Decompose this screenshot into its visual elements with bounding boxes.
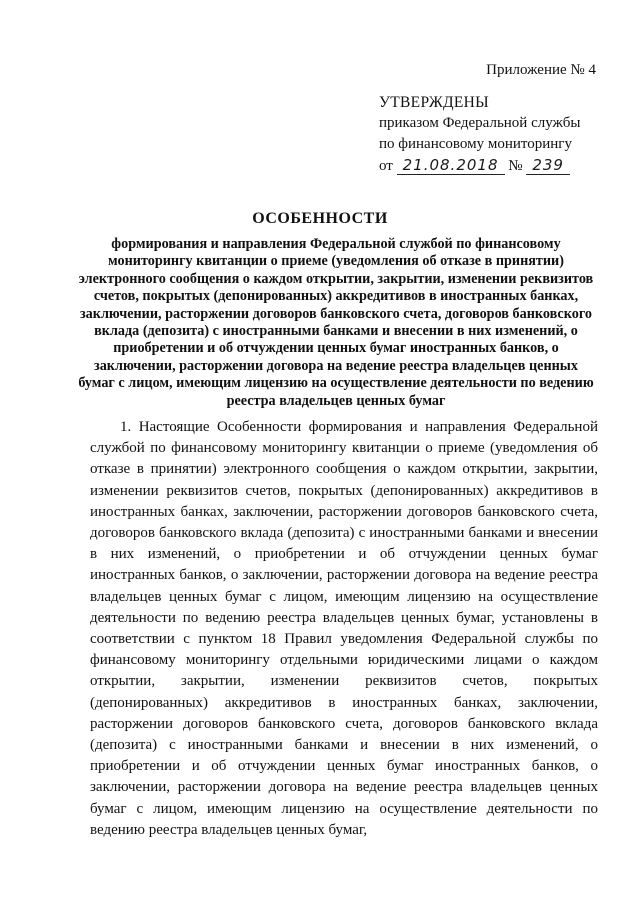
approved-title: УТВЕРЖДЕНЫ bbox=[379, 94, 489, 111]
order-number: 239 bbox=[526, 156, 570, 175]
order-number-prefix: № bbox=[508, 158, 523, 174]
approval-block bbox=[379, 92, 580, 177]
paragraph-1: 1. Настоящие Особенности формирования и направления Федеральной службой по финансовому мониторингу квитанции о приеме (уведомления об отказе в принятии) электронного сообщения о каждом открытии, закрытии, изменении реквизитов счетов, покрытых (депонированных) аккредитивов в иностранных банках, заключении, расторжении договоров банковского счета, договоров банковского вклада (депозита) с иностранными банками и внесении в них изменений, о приобретении и об отчуждении ценных бумаг иностранных банков, о заключении, расторжении договора на ведение реестра владельцев ценных бумаг с лицом, имеющим лицензию на осуществление деятельности по ведению реестра владельцев ценных бумаг, установлены в соответствии с пунктом 18 Правил уведомления Федеральной службы по финансовому мониторингу отдельными юридическими лицами о каждом открытии, закрытии, изменении реквизитов счетов, покрытых (депонированных) аккредитивов в иностранных банках, заключении, расторжении договоров банковского счета, договоров банковского вклада (депозита) с иностранными банками и внесении в них изменений, о приобретении и об отчуждении ценных бумаг иностранных банков, о заключении, расторжении договора на ведение реестра владельцев ценных бумаг с лицом, имеющим лицензию на осуществление деятельности по ведению реестра владельцев ценных бумаг, bbox=[90, 419, 598, 838]
body-text bbox=[90, 417, 598, 841]
appendix-label: Приложение № 4 bbox=[486, 62, 596, 78]
order-line bbox=[379, 155, 580, 177]
approved-line-1: приказом Федеральной службы bbox=[379, 115, 581, 131]
order-date: 21.08.2018 bbox=[397, 156, 505, 175]
approved-line-2: по финансовому мониторингу bbox=[379, 136, 572, 152]
document-subtitle: формирования и направления Федеральной службой по финансовому мониторингу квитанции о приеме (уведомления об отказе в принятии) электронного сообщения о каждом открытии, закрытии, изменении реквизитов счетов, покрытых (депонированных) аккредитивов в иностранных банках, заключении, расторжении договоров банковского счета, договоров банковского вклада (депозита) с иностранными банками и внесении в них изменений, о приобретении и об отчуждении ценных бумаг иностранных банков, о заключении, расторжении договора на ведение реестра владельцев ценных бумаг с лицом, имеющим лицензию на осуществление деятельности по ведению реестра владельцев ценных бумаг bbox=[78, 236, 594, 409]
order-prefix: от bbox=[379, 158, 393, 174]
document-title: ОСОБЕННОСТИ bbox=[252, 210, 388, 227]
